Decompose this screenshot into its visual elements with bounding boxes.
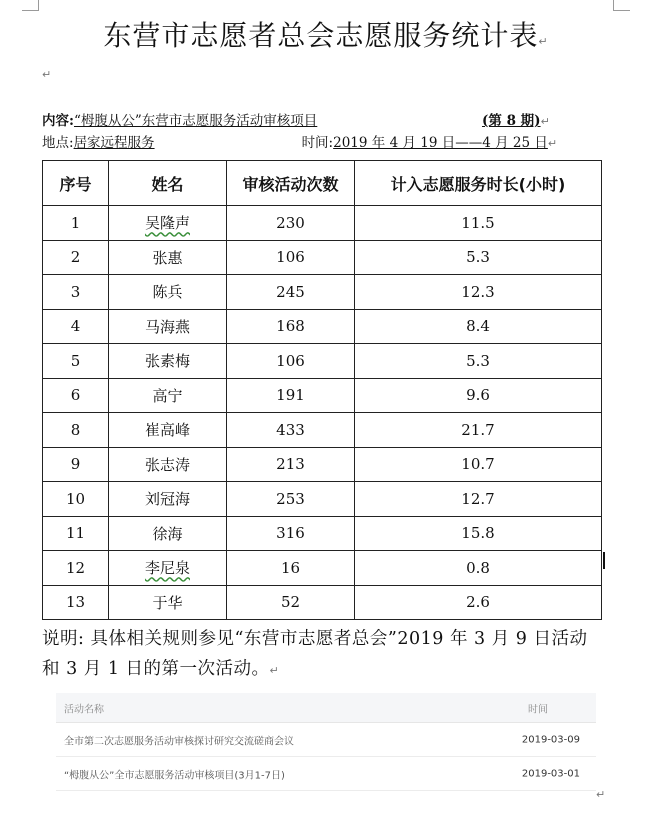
cell-hours: 9.6 [355,378,602,413]
cell-hours: 12.3 [355,275,602,310]
paragraph-mark: ↵ [547,137,558,150]
table-row [43,551,602,586]
location-label: 地点: [42,135,74,151]
table-row [43,482,602,517]
list-item [56,757,596,791]
cell-index: 10 [43,482,109,517]
cell-count: 191 [227,378,355,413]
cell-count: 106 [227,240,355,275]
cell-count: 168 [227,309,355,344]
header-name: 姓名 [109,161,227,206]
cell-index: 11 [43,516,109,551]
cell-hours: 11.5 [355,206,602,241]
table-row [43,206,602,241]
cell-index: 8 [43,413,109,448]
cell-index: 12 [43,551,109,586]
table-row [43,344,602,379]
location-line [42,131,557,151]
cell-hours: 10.7 [355,447,602,482]
content-line [42,109,550,129]
activity-name: “栂腹从公”全市志愿服务活动审核项目(3月1-7日) [64,770,285,781]
document-title [0,14,652,54]
page-corner-mark-left [22,0,39,11]
cell-name: 张志涛 [109,447,227,482]
cell-count: 16 [227,551,355,586]
cell-index: 4 [43,309,109,344]
cell-name [109,551,227,586]
activity-list-header [56,693,596,723]
cell-name: 刘冠海 [109,482,227,517]
text-cursor [603,552,605,569]
cell-name: 张素梅 [109,344,227,379]
cell-count: 230 [227,206,355,241]
list-item [56,723,596,757]
cell-index: 6 [43,378,109,413]
cell-index: 5 [43,344,109,379]
table-row [43,447,602,482]
cell-name: 崔高峰 [109,413,227,448]
cell-name-text: 李尼泉 [144,559,190,578]
cell-count: 213 [227,447,355,482]
cell-hours: 21.7 [355,413,602,448]
note-text: 说明: 具体相关规则参见“东营市志愿者总会”2019 年 3 月 9 日活动和 3 月 1 日的第一次活动。 [42,629,588,679]
table-header-row [43,161,602,206]
table-row [43,516,602,551]
period-label: (第 8 期) [481,113,541,129]
header-hours: 计入志愿服务时长(小时) [355,161,602,206]
page-corner-mark-right [613,0,630,11]
cell-name: 高宁 [109,378,227,413]
table-row [43,309,602,344]
cell-hours: 0.8 [355,551,602,586]
activity-time: 2019-03-01 [521,768,580,779]
cell-hours: 2.6 [355,585,602,620]
table-row [43,275,602,310]
cell-count: 52 [227,585,355,620]
cell-count: 253 [227,482,355,517]
table-row [43,413,602,448]
cell-index: 13 [43,585,109,620]
project-name: “栂腹从公”东营市志愿服务活动审核项目 [73,113,318,129]
col-activity-name: 活动名称 [64,704,104,715]
table-row [43,378,602,413]
stats-table [42,160,602,620]
paragraph-mark: ↵ [269,664,280,677]
cell-index: 1 [43,206,109,241]
explanation-note [42,624,602,686]
cell-hours: 5.3 [355,344,602,379]
col-time: 时间 [528,704,548,715]
cell-name: 张惠 [109,240,227,275]
cell-name: 陈兵 [109,275,227,310]
cell-hours: 8.4 [355,309,602,344]
table-row [43,240,602,275]
time-value: 2019 年 4 月 19 日——4 月 25 日 [333,135,548,151]
paragraph-mark: ↵ [540,115,550,128]
location-value: 居家远程服务 [73,135,155,151]
cell-hours: 5.3 [355,240,602,275]
cell-name: 徐海 [109,516,227,551]
cell-name: 于华 [109,585,227,620]
cell-hours: 15.8 [355,516,602,551]
time-label: 时间: [301,135,334,151]
content-label: 内容: [42,113,74,129]
cell-index: 3 [43,275,109,310]
cell-name-text: 吴隆声 [144,214,190,233]
embedded-activity-list [56,693,596,791]
header-count: 审核活动次数 [227,161,355,206]
cell-name: 马海燕 [109,309,227,344]
cell-index: 9 [43,447,109,482]
title-text: 东营市志愿者总会志愿服务统计表 [103,19,539,52]
cell-count: 316 [227,516,355,551]
cell-index: 2 [43,240,109,275]
cell-hours: 12.7 [355,482,602,517]
activity-time: 2019-03-09 [521,734,580,745]
cell-count: 106 [227,344,355,379]
paragraph-mark: ↵ [42,68,52,81]
cell-count: 433 [227,413,355,448]
cell-name [109,206,227,241]
table-row [43,585,602,620]
header-index: 序号 [43,161,109,206]
cell-count: 245 [227,275,355,310]
activity-name: 全市第二次志愿服务活动审核探讨研究交流磋商会议 [64,736,294,747]
paragraph-mark: ↵ [596,788,606,801]
paragraph-mark: ↵ [538,35,549,48]
